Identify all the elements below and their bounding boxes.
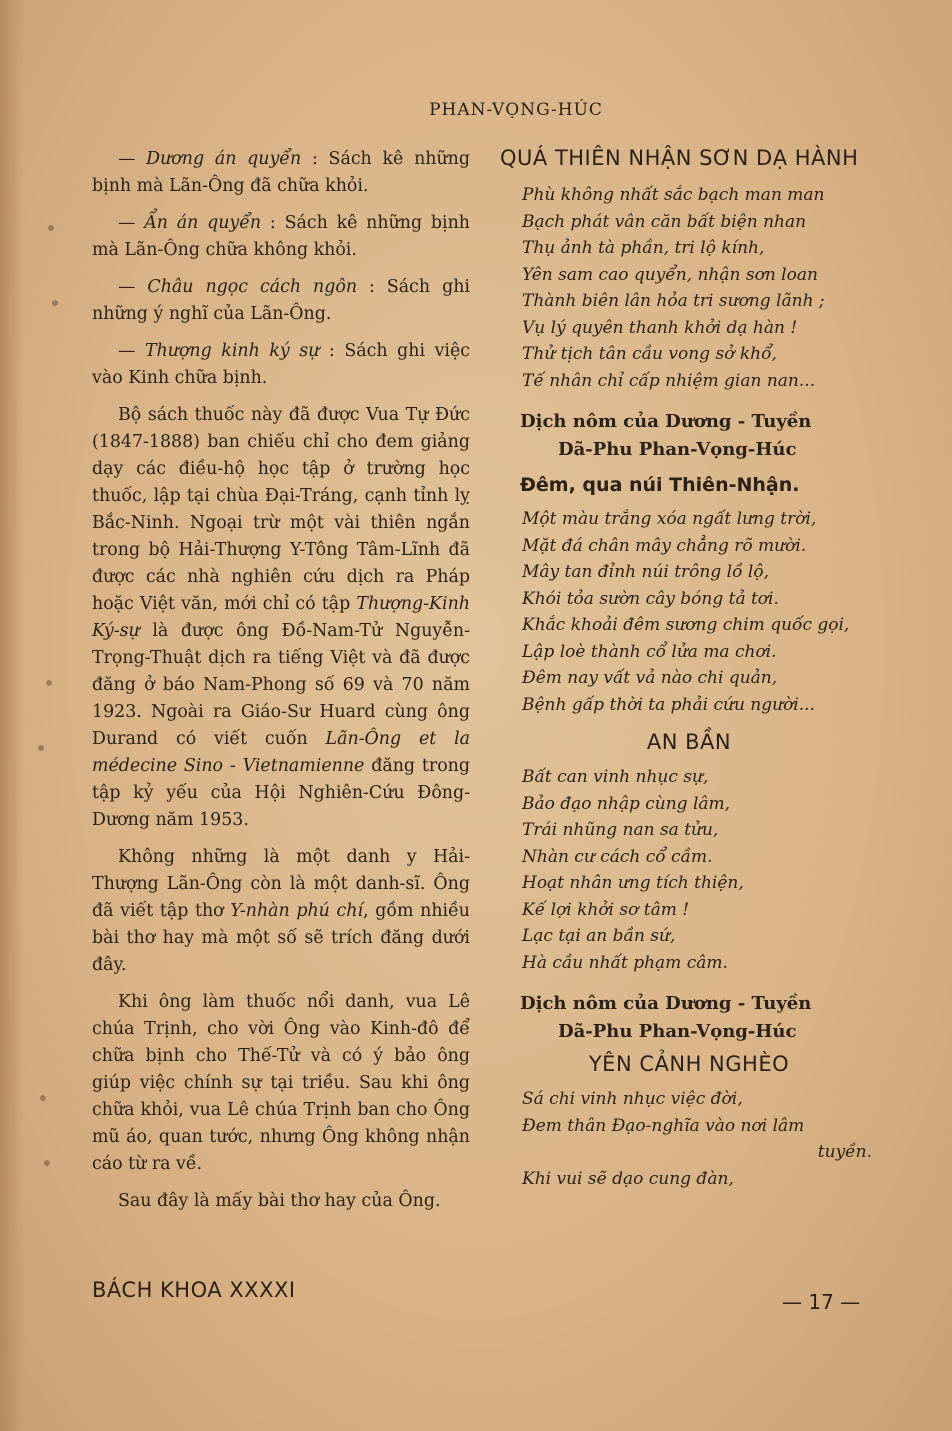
book-item: — Thượng kinh ký sự : Sách ghi việc vào Kinh chữa bịnh.: [92, 341, 471, 388]
poem-title: AN BẦN: [646, 730, 732, 754]
verse-line: Lập loè thành cổ lửa ma chơi.: [522, 641, 777, 662]
verse-line: Nhàn cư cách cổ cầm.: [522, 846, 713, 867]
translation-verse: [500, 1086, 878, 1192]
poem-verse: [500, 764, 878, 976]
running-head: PHAN-VỌNG-HÚC: [429, 100, 603, 120]
verse-line: Lạc tại an bần sứ,: [522, 926, 676, 946]
book-title: Dương án quyển: [146, 149, 302, 169]
verse-line: Khi vui sẽ dạo cung đàn,: [522, 1168, 734, 1189]
right-column: [500, 146, 878, 1192]
left-column: [92, 146, 470, 1225]
verse-line: Bảo đạo nhập cùng lâm,: [522, 793, 731, 814]
verse-line: Sá chi vinh nhục việc đời,: [522, 1089, 743, 1109]
translation-title: YÊN CẢNH NGHÈO: [588, 1052, 790, 1076]
verse-line: Vụ lý quyên thanh khởi dạ hàn !: [522, 317, 798, 338]
translation-credit: Dịch nôm của Dương - Tuyền Dã-Phu Phan-Vọng-Húc: [520, 993, 812, 1042]
book-desc: : Sách kê những bịnh mà Lãn-Ông đã chữa khỏi.: [92, 149, 470, 196]
binding-hole: [46, 680, 52, 686]
book-desc: : Sách ghi việc vào Kinh chữa bịnh.: [92, 341, 471, 388]
binding-hole: [48, 225, 54, 231]
verse-line: Thử tịch tân cầu vong sở khổ,: [522, 344, 777, 364]
verse-line: Hoạt nhân ưng tích thiện,: [522, 873, 744, 893]
binding-hole: [52, 300, 58, 306]
verse-line: Mây tan đỉnh núi trông lồ lộ,: [522, 562, 769, 582]
book-title: Thượng kinh ký sự: [144, 341, 320, 361]
verse-line: Trái nhũng nan sa tửu,: [522, 820, 719, 840]
binding-hole: [38, 745, 44, 751]
book-desc: : Sách ghi những ý nghĩ của Lãn-Ông.: [92, 277, 470, 324]
verse-line: Bệnh gấp thời ta phải cứu người...: [522, 694, 815, 715]
body-paragraph: Sau đây là mấy bài thơ hay của Ông.: [118, 1191, 441, 1211]
body-paragraph: Khi ông làm thuốc nổi danh, vua Lê chúa Trịnh, cho vời Ông vào Kinh-đô để chữa bịnh cho Thế-Tử và có ý bảo ông giúp việc chính sự tại triều. Sau khi ông chữa khỏi, vua Lê chúa Trịnh ban cho Ông mũ áo, quan tước, nhưng Ông không nhận cáo từ ra về.: [92, 992, 470, 1174]
verse-line: Tế nhân chỉ cấp nhiệm gian nan...: [522, 370, 816, 391]
book-title: Ẩn án quyển: [144, 213, 262, 233]
book-item: — Ẩn án quyển : Sách kê những bịnh mà Lãn-Ông chữa không khỏi.: [92, 213, 470, 260]
verse-line: Khói tỏa sườn cây bóng tả tơi.: [522, 588, 779, 609]
book-item: — Dương án quyển : Sách kê những bịnh mà Lãn-Ông đã chữa khỏi.: [92, 149, 470, 196]
body-paragraph: Không những là một danh y Hải-Thượng Lãn-Ông còn là một danh-sĩ. Ông đã viết tập thơ Y-nhàn phú chí, gồm nhiều bài thơ hay mà một số sẽ trích đăng dưới đây.: [92, 847, 470, 975]
verse-line: Kế lợi khởi sơ tâm !: [522, 899, 690, 920]
verse-line: Thụ ảnh tà phần, tri lộ kính,: [522, 238, 765, 258]
binding-hole: [44, 1160, 50, 1166]
translation-verse: [500, 506, 878, 718]
verse-line: Bạch phát vân căn bất biện nhan: [522, 211, 807, 232]
verse-line: Phù không nhất sắc bạch man man: [522, 185, 825, 205]
verse-line: Mặt đá chân mây chẳng rõ mười.: [522, 535, 807, 556]
verse-line: Một màu trắng xóa ngất lưng trời,: [522, 509, 817, 529]
binding-hole: [40, 1095, 46, 1101]
page-number: — 17 —: [782, 1290, 861, 1314]
book-title: Châu ngọc cách ngôn: [147, 277, 358, 297]
poem-verse: [500, 182, 878, 394]
verse-line: Hà cầu nhất phạm câm.: [522, 952, 728, 973]
book-desc: : Sách kê những bịnh mà Lãn-Ông chữa không khỏi.: [92, 213, 470, 260]
verse-line: Thành biên lân hỏa tri sương lãnh ;: [522, 291, 825, 311]
translation-title: Đêm, qua núi Thiên-Nhận.: [520, 474, 800, 496]
verse-line: Yên sam cao quyển, nhận sơn loan: [522, 264, 818, 285]
book-item: — Châu ngọc cách ngôn : Sách ghi những ý nghĩ của Lãn-Ông.: [92, 277, 470, 324]
translation-credit: Dịch nôm của Dương - Tuyền Dã-Phu Phan-Vọng-Húc: [520, 411, 812, 460]
binding-edge-shade: [0, 0, 24, 1431]
poem-title: QUÁ THIÊN NHẬN SƠN DẠ HÀNH: [500, 146, 859, 170]
verse-line: Đêm nay vất vả nào chi quản,: [522, 668, 778, 688]
verse-line: Đem thân Đạo-nghĩa vào nơi lâm: [522, 1115, 805, 1136]
verse-line-continuation: tuyền.: [817, 1142, 872, 1162]
verse-line: Khắc khoải đêm sương chim quốc gọi,: [522, 615, 850, 635]
verse-line: Bất can vinh nhục sự,: [522, 767, 709, 787]
magazine-issue: BÁCH KHOA XXXXI: [92, 1278, 296, 1302]
body-paragraph: Bộ sách thuốc này đã được Vua Tự Đức (1847-1888) ban chiếu chỉ cho đem giảng dạy các điều-hộ học tập ở trường học thuốc, lập tại chùa Đại-Tráng, cạnh tỉnh lỵ Bắc-Ninh. Ngoại trừ một vài thiên ngắn trong bộ Hải-Thượng Y-Tông Tâm-Lĩnh đã được các nhà nghiên cứu dịch ra Pháp hoặc Việt văn, mới chỉ có tập Thượng-Kinh Ký-sự là được ông Đồ-Nam-Tử Nguyễn-Trọng-Thuật dịch ra tiếng Việt và đã được đăng ở báo Nam-Phong số 69 và 70 năm 1923. Ngoài ra Giáo-Sư Huard cùng ông Durand có viết cuốn Lãn-Ông et la médecine Sino - Vietnamienne đăng trong tập kỷ yếu của Hội Nghiên-Cứu Đông-Dương năm 1953.: [92, 405, 470, 830]
